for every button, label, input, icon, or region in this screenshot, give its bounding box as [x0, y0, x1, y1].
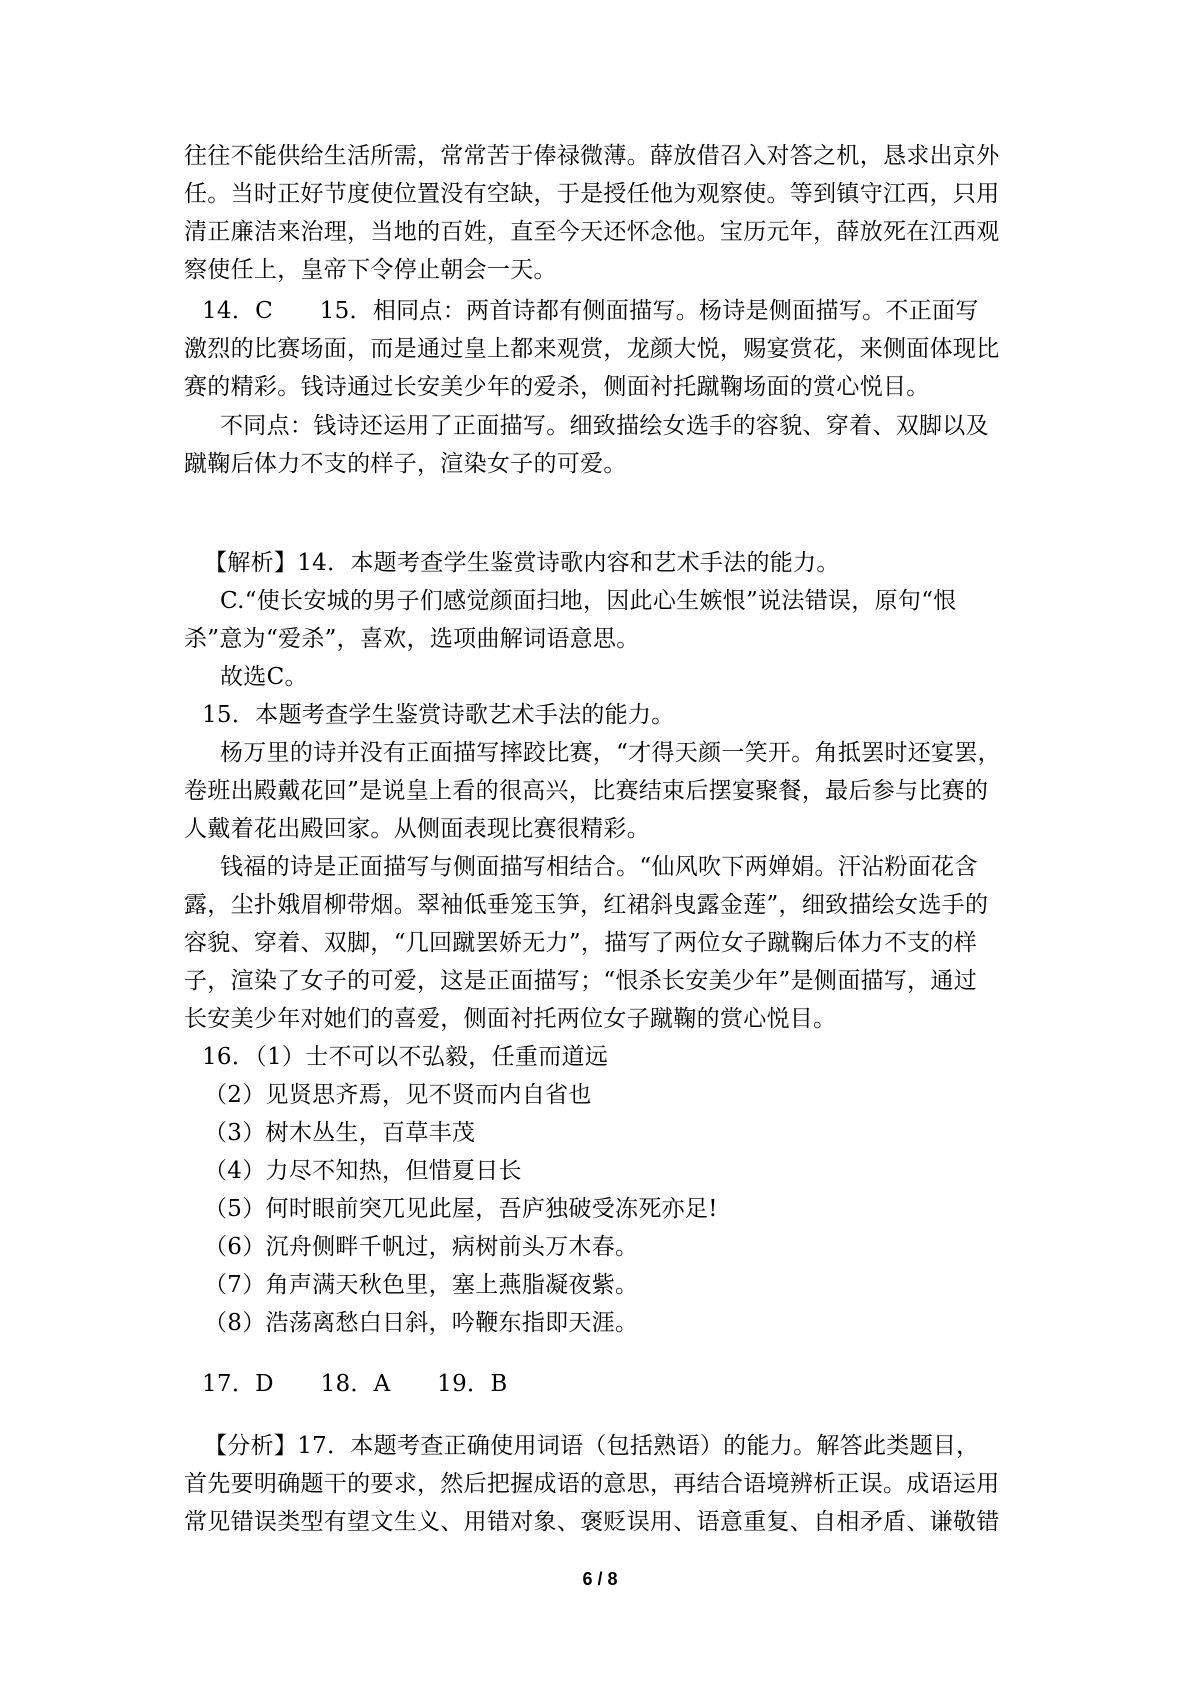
- text-line: 露，尘扑娥眉柳带烟。翠袖低垂笼玉笋，红裙斜曳露金莲”，细致描绘女选手的: [184, 892, 989, 918]
- text-line: 往往不能供给生活所需，常常苦于俸禄微薄。薛放借召入对答之机，恳求出京外: [184, 143, 1000, 169]
- text-line: 15．本题考查学生鉴赏诗歌艺术手法的能力。: [202, 702, 675, 728]
- page-number: 6 / 8: [582, 1569, 618, 1589]
- analysis-heading: 【解析】14．本题考查学生鉴赏诗歌内容和艺术手法的能力。: [204, 550, 840, 576]
- text-line: 蹴鞠后体力不支的样子，渲染女子的可爱。: [184, 451, 627, 477]
- text-line: 赛的精彩。钱诗通过长安美少年的爱杀，侧面衬托蹴鞠场面的赏心悦目。: [184, 374, 930, 400]
- text-line: 首先要明确题干的要求，然后把握成语的意思，再结合语境辨析正误。成语运用: [184, 1471, 1000, 1497]
- text-line: 清正廉洁来治理，当地的百姓，直至今天还怀念他。宝历元年，薛放死在江西观: [184, 219, 1000, 245]
- text-line: 容貌、穿着、双脚，“几回蹴罢娇无力”，描写了两位女子蹴鞠后体力不支的样: [184, 930, 978, 956]
- text-line: 任。当时正好节度使位置没有空缺，于是授任他为观察使。等到镇守江西，只用: [184, 181, 1000, 207]
- text-line: 故选C。: [220, 664, 308, 690]
- text-line: 不同点：钱诗还运用了正面描写。细致描绘女选手的容貌、穿着、双脚以及: [220, 413, 989, 439]
- answer-item: （8）浩荡离愁白日斜，吟鞭东指即天涯。: [204, 1310, 639, 1336]
- analysis-heading: 【分析】17．本题考查正确使用词语（包括熟语）的能力。解答此类题目，: [204, 1433, 980, 1459]
- text-line: 常见错误类型有望文生义、用错对象、褒贬误用、语意重复、自相矛盾、谦敬错: [184, 1509, 1000, 1535]
- answer-item: （3）树木丛生，百草丰茂: [204, 1120, 476, 1146]
- text-line: 子，渲染了女子的可爱，这是正面描写；“恨杀长安美少年”是侧面描写，通过: [184, 968, 978, 994]
- answer-line: 14．C 15．相同点：两首诗都有侧面描写。杨诗是侧面描写。不正面写: [202, 298, 979, 324]
- text-line: C.“使长安城的男子们感觉颜面扫地，因此心生嫉恨”说法错误，原句“恨: [220, 588, 957, 614]
- text-line: 人戴着花出殿回家。从侧面表现比赛很精彩。: [184, 816, 650, 842]
- text-line: 激烈的比赛场面，而是通过皇上都来观赏，龙颜大悦，赐宴赏花，来侧面体现比: [184, 336, 1000, 362]
- answer-line: 17．D 18．A 19．B: [202, 1371, 508, 1397]
- text-line: 长安美少年对她们的喜爱，侧面衬托两位女子蹴鞠的赏心悦目。: [184, 1006, 837, 1032]
- text-line: 卷班出殿戴花回”是说皇上看的很高兴，比赛结束后摆宴聚餐，最后参与比赛的: [184, 778, 989, 804]
- text-line: 察使任上，皇帝下令停止朝会一天。: [184, 257, 557, 283]
- text-line: 杀”意为“爱杀”，喜欢，选项曲解词语意思。: [184, 626, 640, 652]
- answer-item: （2）见贤思齐焉，见不贤而内自省也: [204, 1082, 592, 1108]
- answer-item: （4）力尽不知热，但惜夏日长: [204, 1158, 522, 1184]
- text-line: 钱福的诗是正面描写与侧面描写相结合。“仙风吹下两婵娟。汗沾粉面花含: [220, 854, 978, 880]
- text-line: 杨万里的诗并没有正面描写摔跤比赛，“才得天颜一笑开。角抵罢时还宴罢，: [220, 740, 1001, 766]
- answer-item: （7）角声满天秋色里，塞上燕脂凝夜紫。: [204, 1272, 639, 1298]
- answer-item: （6）沉舟侧畔千帆过，病树前头万木春。: [204, 1234, 639, 1260]
- answer-item: （5）何时眼前突兀见此屋，吾庐独破受冻死亦足!: [204, 1196, 718, 1222]
- answer-line: 16．（1）士不可以不弘毅，任重而道远: [202, 1044, 609, 1070]
